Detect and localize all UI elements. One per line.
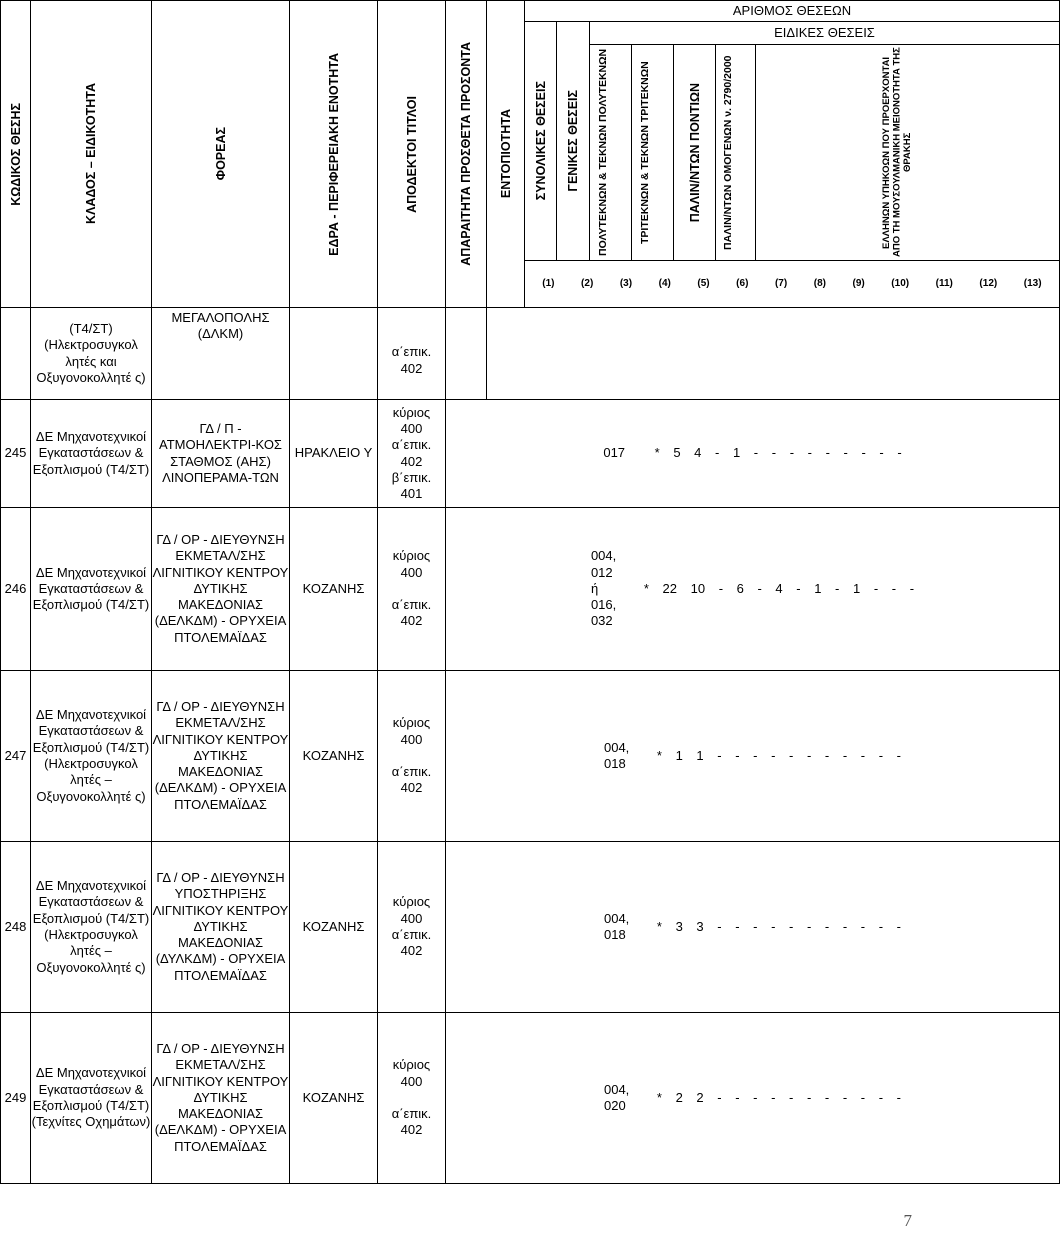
region-cell: ΚΟΖΑΝΗΣ (290, 842, 378, 1013)
header-code: ΚΩΔΙΚΟΣ ΘΕΣΗΣ (1, 1, 31, 308)
branch-cell: ΔΕ Μηχανοτεχνικοί Εγκαταστάσεων & Εξοπλισμού (Τ4/ΣΤ) (31, 400, 152, 508)
titles-cell: κύριος 400 α΄επικ. 402 (378, 508, 446, 671)
code-cell: 249 (1, 1013, 31, 1184)
agency-cell: ΓΔ / ΟΡ - ΔΙΕΥΘΥΝΣΗ ΕΚΜΕΤΑΛ/ΣΗΣ ΛΙΓΝΙΤΙΚΟΥ ΚΕΝΤΡΟΥ ΔΥΤΙΚΗΣ ΜΑΚΕΔΟΝΙΑΣ (ΔΕΛΚΔΜ) - ΟΡΥΧΕΙΑ ΠΤΟΛΕΜΑΪΔΑΣ (152, 671, 290, 842)
code-cell: 245 (1, 400, 31, 508)
region-cell: ΗΡΑΚΛΕΙΟ Υ (290, 400, 378, 508)
page-number: 7 (903, 1211, 912, 1230)
header-thrace: ΕΛΛΗΝΩΝ ΥΠΗΚΟΩΝ ΠΟΥ ΠΡΟΕΡΧΟΝΤΑΙ ΑΠΟ ΤΗ ΜΟΥΣΟΥΛΜΑΝΙΚΗ ΜΕΙΟΝΟΤΗΤΑ ΤΗΣ ΘΡΑΚΗΣ (756, 45, 1060, 261)
region-cell: ΚΟΖΑΝΗΣ (290, 671, 378, 842)
header-triteknon: ΤΡΙΤΕΚΝΩΝ & ΤΕΚΝΩΝ ΤΡΙΤΕΚΝΩΝ (632, 45, 674, 261)
header-pontion: ΠΑΛΙΝ/ΝΤΩΝ ΠΟΝΤΙΩΝ (674, 45, 716, 261)
col-num: (7) (774, 277, 788, 289)
titles-cell: κύριος 400 α΄επικ. 402 (378, 1013, 446, 1184)
header-region: ΕΔΡΑ - ΠΕΡΙΦΕΡΕΙΑΚΗ ΕΝΟΤΗΤΑ (290, 1, 378, 308)
header-extra: ΑΠΑΡΑΙΤΗΤΑ ΠΡΟΣΘΕΤΑ ΠΡΟΣΟΝΤΑ (446, 1, 487, 308)
col-num: (1) (542, 277, 555, 289)
header-positions-group: ΑΡΙΘΜΟΣ ΘΕΣΕΩΝ (525, 1, 1060, 22)
titles-cell: κύριος 400 α΄επικ. 402 (378, 842, 446, 1013)
branch-cell: (Τ4/ΣΤ) (Ηλεκτροσυγκολ λητές και Οξυγονοκολλητέ ς) (31, 308, 152, 400)
titles-cell: κύριος 400 α΄επικ. 402 (378, 671, 446, 842)
header-polyteknon: ΠΟΛΥΤΕΚΝΩΝ & ΤΕΚΝΩΝ ΠΟΛΥΤΕΚΝΩΝ (590, 45, 632, 261)
region-cell: ΚΟΖΑΝΗΣ (290, 508, 378, 671)
titles-cell: κύριος 400 α΄επικ. 402 β΄επικ. 401 (378, 400, 446, 508)
header-special-group: ΕΙΔΙΚΕΣ ΘΕΣΕΙΣ (590, 22, 1060, 45)
header-omogenon: ΠΑΛΙΝ/ΝΤΩΝ ΟΜΟΓΕΝΩΝ ν. 2790/2000 (716, 45, 756, 261)
extra-value: 004, 018 (603, 910, 630, 942)
code-cell: 247 (1, 671, 31, 842)
col-num: (2) (581, 277, 594, 289)
col-num: (6) (736, 277, 749, 289)
extra-and-counts-cell (446, 842, 1060, 1013)
code-cell: 248 (1, 842, 31, 1013)
branch-cell: ΔΕ Μηχανοτεχνικοί Εγκαταστάσεων & Εξοπλισμού (Τ4/ΣΤ) (Ηλεκτροσυγκολ λητές – Οξυγονοκολλητέ ς) (31, 671, 152, 842)
counts-value: * 3 3 - - - - - - - - - - - (656, 918, 902, 934)
header-branch: ΚΛΑΔΟΣ – ΕΙΔΙΚΟΤΗΤΑ (31, 1, 152, 308)
header-titles: ΑΠΟΔΕΚΤΟΙ ΤΙΤΛΟΙ (378, 1, 446, 308)
table-row (1, 842, 1060, 1013)
table-row (1, 671, 1060, 842)
agency-cell: ΓΔ / ΟΡ - ΔΙΕΥΘΥΝΣΗ ΕΚΜΕΤΑΛ/ΣΗΣ ΛΙΓΝΙΤΙΚΟΥ ΚΕΝΤΡΟΥ ΔΥΤΙΚΗΣ ΜΑΚΕΔΟΝΙΑΣ (ΔΕΛΚΔΜ) - ΟΡΥΧΕΙΑ ΠΤΟΛΕΜΑΪΔΑΣ (152, 508, 290, 671)
col-num: (8) (813, 277, 826, 289)
extra-and-counts-cell (446, 400, 1060, 508)
extra-and-counts-cell (446, 508, 1060, 671)
col-num: (10) (891, 277, 910, 289)
col-num: (12) (979, 277, 998, 289)
counts-value: * 2 2 - - - - - - - - - - - (656, 1089, 902, 1105)
col-num: (11) (935, 277, 953, 289)
counts-value: * 1 1 - - - - - - - - - - - (656, 747, 902, 763)
table-row-continued (1, 308, 1060, 400)
extra-value: 004, 018 (603, 739, 630, 771)
agency-cell: ΜΕΓΑΛΟΠΟΛΗΣ (ΔΛΚΜ) (152, 308, 290, 400)
branch-cell: ΔΕ Μηχανοτεχνικοί Εγκαταστάσεων & Εξοπλισμού (Τ4/ΣΤ) (31, 508, 152, 671)
col-num: (13) (1023, 277, 1042, 289)
counts-value: * 5 4 - 1 - - - - - - - - - (654, 445, 902, 461)
region-cell: ΚΟΖΑΝΗΣ (290, 1013, 378, 1184)
col-num: (9) (852, 277, 865, 289)
agency-cell: ΓΔ / Π - ΑΤΜΟΗΛΕΚΤΡΙ-ΚΟΣ ΣΤΑΘΜΟΣ (ΑΗΣ) ΛΙΝΟΠΕΡΑΜΑ-ΤΩΝ (152, 400, 290, 508)
header-total: ΣΥΝΟΛΙΚΕΣ ΘΕΣΕΙΣ (525, 22, 557, 261)
agency-cell: ΓΔ / ΟΡ - ΔΙΕΥΘΥΝΣΗ ΕΚΜΕΤΑΛ/ΣΗΣ ΛΙΓΝΙΤΙΚΟΥ ΚΕΝΤΡΟΥ ΔΥΤΙΚΗΣ ΜΑΚΕΔΟΝΙΑΣ (ΔΕΛΚΔΜ) - ΟΡΥΧΕΙΑ ΠΤΟΛΕΜΑΪΔΑΣ (152, 1013, 290, 1184)
branch-cell: ΔΕ Μηχανοτεχνικοί Εγκαταστάσεων & Εξοπλισμού (Τ4/ΣΤ) (Ηλεκτροσυγκολ λητές – Οξυγονοκολλητέ ς) (31, 842, 152, 1013)
table-row (1, 1013, 1060, 1184)
branch-cell: ΔΕ Μηχανοτεχνικοί Εγκαταστάσεων & Εξοπλισμού (Τ4/ΣΤ) (Τεχνίτες Οχημάτων) (31, 1013, 152, 1184)
extra-value: 004, 012 ή 016, 032 (590, 548, 617, 629)
extra-and-counts-cell (446, 671, 1060, 842)
header-agency: ΦΟΡΕΑΣ (152, 1, 290, 308)
code-cell: 246 (1, 508, 31, 671)
extra-and-counts-cell (446, 1013, 1060, 1184)
agency-cell: ΓΔ / ΟΡ - ΔΙΕΥΘΥΝΣΗ ΥΠΟΣΤΗΡΙΞΗΣ ΛΙΓΝΙΤΙΚΟΥ ΚΕΝΤΡΟΥ ΔΥΤΙΚΗΣ ΜΑΚΕΔΟΝΙΑΣ (ΔΥΛΚΔΜ) - ΟΡΥΧΕΙΑ ΠΤΟΛΕΜΑΪΔΑΣ (152, 842, 290, 1013)
counts-value: * 22 10 - 6 - 4 - 1 - 1 - - - (643, 580, 915, 596)
extra-value: 004, 020 (603, 1081, 630, 1113)
col-num: (3) (619, 277, 633, 289)
column-numbers (525, 261, 1060, 308)
titles-cell: α΄επικ. 402 (378, 308, 446, 400)
col-num: (4) (658, 277, 671, 289)
col-num: (5) (697, 277, 710, 289)
table-row (1, 400, 1060, 508)
header-general: ΓΕΝΙΚΕΣ ΘΕΣΕΙΣ (557, 22, 590, 261)
extra-value: 017 (603, 445, 626, 461)
header-locality: ΕΝΤΟΠΙΟΤΗΤΑ (487, 1, 525, 308)
table-row (1, 508, 1060, 671)
